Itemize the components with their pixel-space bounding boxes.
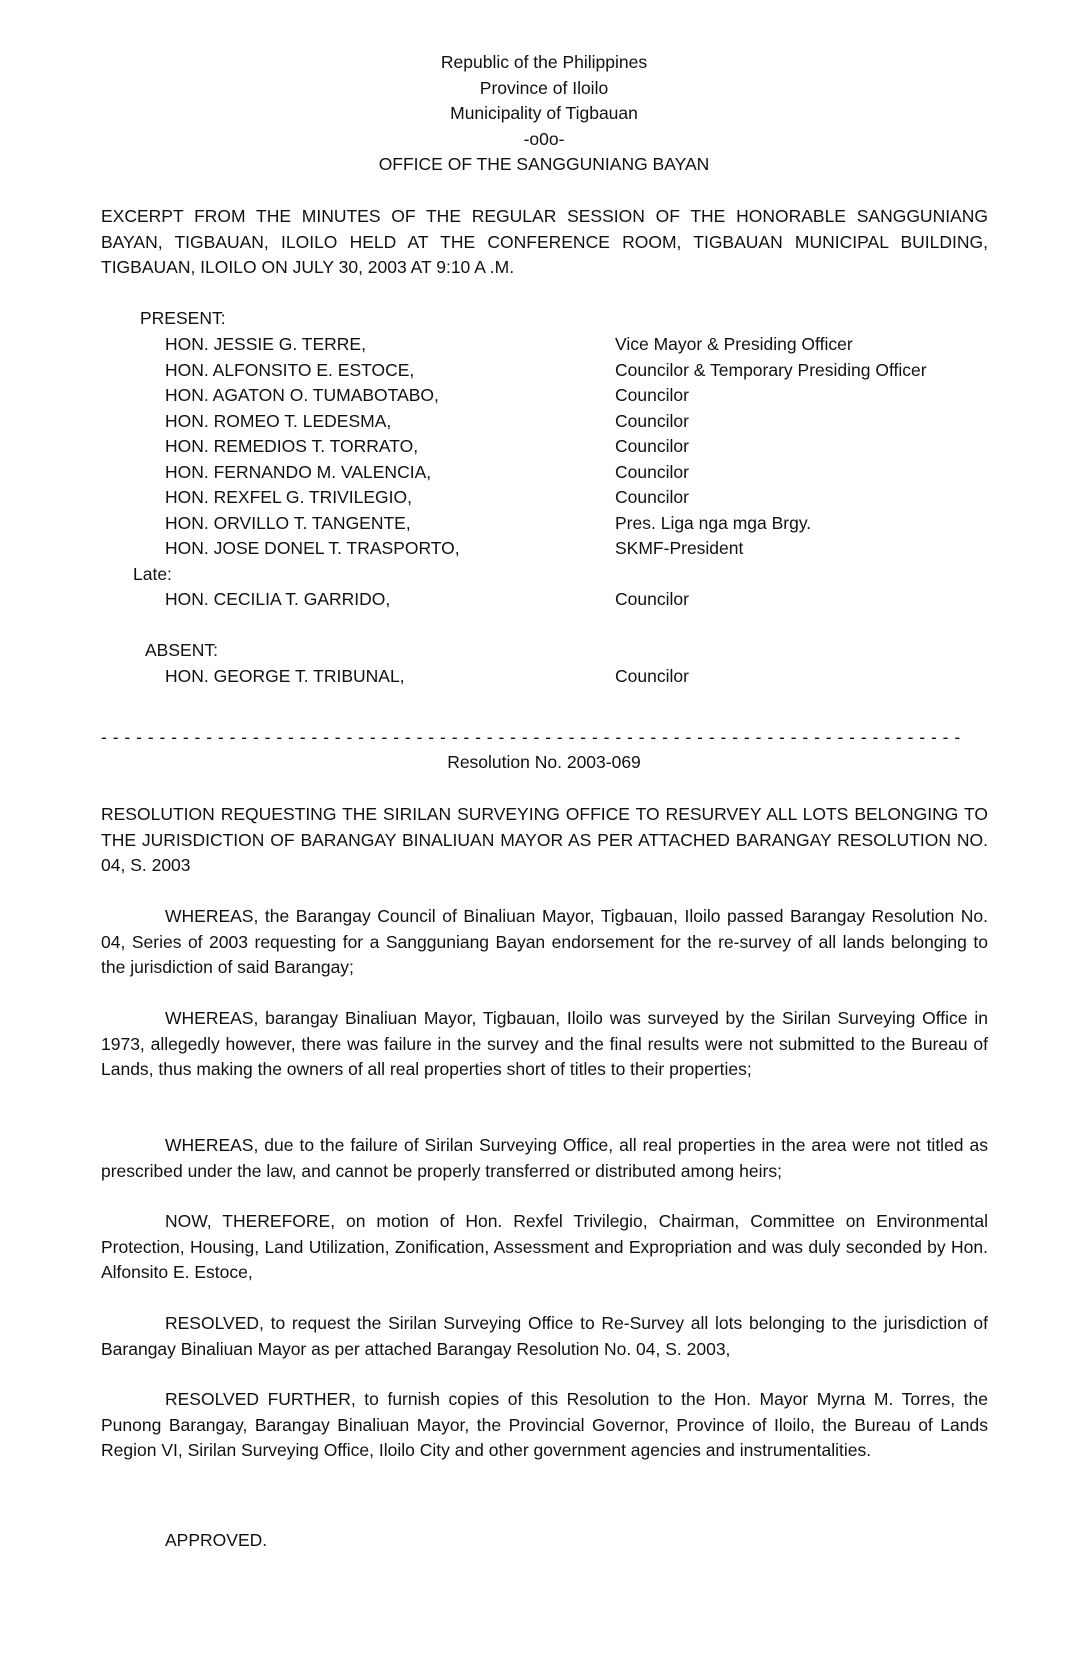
absent-label: ABSENT:: [145, 640, 218, 660]
whereas-paragraph: WHEREAS, the Barangay Council of Binaliuan Mayor, Tigbauan, Iloilo passed Barangay Resolution No. 04, Series of 2003 requesting for a Sangguniang Bayan endorsement for the re-survey of all lands belonging to the jurisdiction of said Barangay;: [101, 906, 988, 977]
present-label: PRESENT:: [140, 308, 226, 328]
late-label: Late:: [133, 563, 172, 584]
attendee-position: Councilor: [615, 487, 689, 507]
attendee-row: [0, 332, 1088, 358]
attendee-row: [0, 434, 1088, 460]
attendee-row: [0, 511, 1088, 537]
attendee-position: Councilor & Temporary Presiding Officer: [615, 359, 927, 380]
resolved-further-paragraph: RESOLVED FURTHER, to furnish copies of this Resolution to the Hon. Mayor Myrna M. Torres, the Punong Barangay, Barangay Binaliuan Mayor, the Provincial Governor, Province of Iloilo, the Bureau of Lands Region VI, Sirilan Surveying Office, Iloilo City and other government agencies and instrumentalities.: [101, 1389, 988, 1460]
minutes-excerpt: EXCERPT FROM THE MINUTES OF THE REGULAR SESSION OF THE HONORABLE SANGGUNIANG BAYAN, TIGBAUAN, ILOILO HELD AT THE CONFERENCE ROOM, TIGBAUAN MUNICIPAL BUILDING, TIGBAUAN, ILOILO ON JULY 30, 2003 AT 9:10 A .M.: [101, 206, 988, 277]
attendee-name: HON. FERNANDO M. VALENCIA,: [165, 461, 432, 482]
attendee-row: [0, 536, 1088, 562]
attendee-position: Councilor: [615, 385, 689, 405]
attendee-position: Councilor: [615, 665, 689, 686]
attendee-name: HON. JESSIE G. TERRE,: [165, 334, 366, 354]
attendee-position: Pres. Liga nga mga Brgy.: [615, 512, 812, 533]
attendee-row: [0, 587, 1088, 613]
attendee-name: HON. JOSE DONEL T. TRASPORTO,: [165, 538, 460, 558]
header-province: Province of Iloilo: [479, 77, 609, 98]
whereas-paragraph: WHEREAS, barangay Binaliuan Mayor, Tigbauan, Iloilo was surveyed by the Sirilan Surveying Office in 1973, allegedly however, there was failure in the survey and the final results were not submitted to the Bureau of Lands, thus making the owners of all real properties short of titles to their properties;: [101, 1008, 988, 1079]
resolution-title: RESOLUTION REQUESTING THE SIRILAN SURVEYING OFFICE TO RESURVEY ALL LOTS BELONGING TO THE JURISDICTION OF BARANGAY BINALIUAN MAYOR AS PER ATTACHED BARANGAY RESOLUTION NO. 04, S. 2003: [101, 804, 988, 875]
attendee-position: Vice Mayor & Presiding Officer: [615, 334, 853, 354]
attendee-name: HON. GEORGE T. TRIBUNAL,: [165, 665, 405, 686]
attendee-row: [0, 383, 1088, 409]
header-office: OFFICE OF THE SANGGUNIANG BAYAN: [378, 154, 710, 174]
header-ornament: -o0o-: [523, 128, 565, 149]
attendee-position: Councilor: [615, 436, 689, 456]
attendee-name: HON. ROMEO T. LEDESMA,: [165, 410, 392, 431]
attendee-name: HON. REMEDIOS T. TORRATO,: [165, 436, 419, 456]
attendee-row: [0, 664, 1088, 690]
document-header: [0, 50, 1088, 178]
whereas-paragraph: WHEREAS, due to the failure of Sirilan Surveying Office, all real properties in the area were not titled as prescribed under the law, and cannot be properly transferred or distributed among heirs;: [101, 1135, 988, 1181]
attendee-position: SKMF-President: [615, 538, 744, 558]
attendee-name: HON. REXFEL G. TRIVILEGIO,: [165, 487, 412, 507]
attendee-name: HON. ALFONSITO E. ESTOCE,: [165, 359, 415, 380]
header-republic: Republic of the Philippines: [440, 52, 648, 72]
resolved-paragraph: RESOLVED, to request the Sirilan Surveying Office to Re-Survey all lots belonging to the jurisdiction of Barangay Binaliuan Mayor as per attached Barangay Resolution No. 04, S. 2003,: [101, 1313, 988, 1359]
approved-text: APPROVED.: [165, 1530, 268, 1550]
attendee-position: Councilor: [615, 589, 689, 609]
attendee-name: HON. AGATON O. TUMABOTABO,: [165, 385, 439, 405]
attendee-row: [0, 460, 1088, 486]
attendee-position: Councilor: [615, 410, 689, 431]
resolution-number: Resolution No. 2003-069: [447, 752, 641, 772]
attendee-name: HON. CECILIA T. GARRIDO,: [165, 589, 391, 609]
header-municipality: Municipality of Tigbauan: [450, 103, 638, 123]
attendee-position: Councilor: [615, 461, 689, 482]
attendee-row: [0, 358, 1088, 384]
section-divider: - - - - - - - - - - - - - - - - - - - - - - - - - - - - - - - - - - - - - - - - - - - - - - - - - - - - - - - - - - - - - - - - - - - - - - - - - -: [101, 727, 961, 747]
attendee-name: HON. ORVILLO T. TANGENTE,: [165, 512, 411, 533]
attendee-row: [0, 409, 1088, 435]
attendee-row: [0, 485, 1088, 511]
motion-paragraph: NOW, THEREFORE, on motion of Hon. Rexfel Trivilegio, Chairman, Committee on Environmental Protection, Housing, Land Utilization, Zonification, Assessment and Expropriation and was duly seconded by Hon. Alfonsito E. Estoce,: [101, 1211, 988, 1282]
